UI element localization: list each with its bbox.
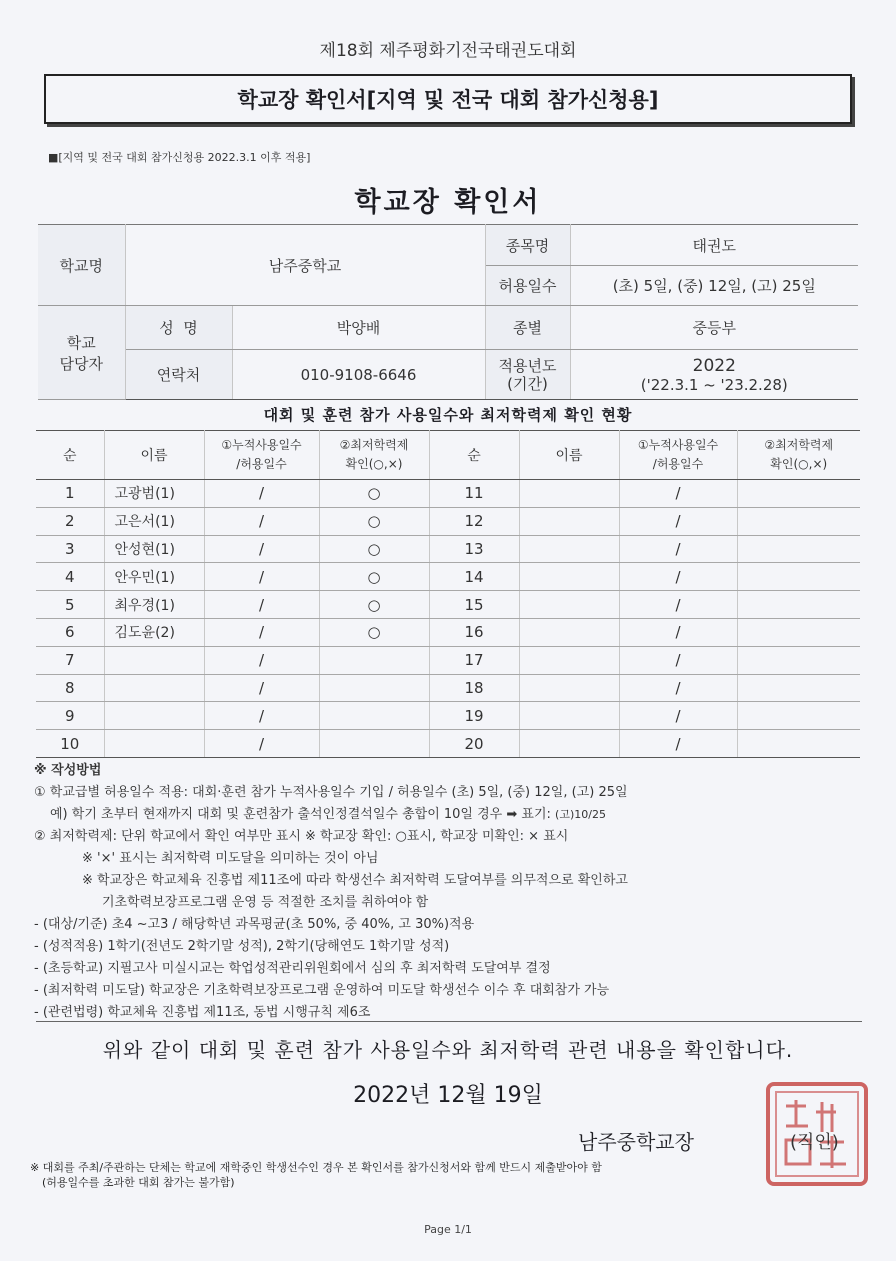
school-info-table: [38, 224, 858, 400]
footnote-line: ※ 대회를 주최/주관하는 단체는 학교에 재학중인 학생선수인 경우 본 확인서를 참가신청서와 함께 반드시 제출받아야 함: [30, 1161, 602, 1174]
instruction-line: - (관련법령) 학교체육 진흥법 제11조, 동법 시행규칙 제6조: [34, 1005, 371, 1020]
days-used: /: [619, 674, 737, 702]
grade-check-mark: ○: [319, 563, 429, 591]
grade-check-mark: ○: [319, 618, 429, 646]
form-title-box: 학교장 확인서[지역 및 전국 대회 참가신청용]: [44, 74, 852, 124]
student-name: 김도윤(2): [104, 618, 204, 646]
grade-check-mark: [737, 535, 860, 563]
instruction-example-value: (고)10/25: [555, 808, 606, 821]
instruction-line: 기초학력보장프로그램 운영 등 적절한 조치를 취하여야 함: [102, 895, 429, 910]
days-used: /: [204, 730, 319, 758]
grade-check-mark: ○: [319, 480, 429, 508]
instruction-line: - (대상/기준) 초4 ~고3 / 해당학년 과목평균(초 50%, 중 40%, 고 30%)적용: [34, 917, 475, 932]
year-label: 적용년도 (기간): [485, 350, 570, 400]
days-used: /: [204, 702, 319, 730]
writing-instructions: [34, 760, 864, 1024]
footnote-line: (허용일수를 초과한 대회 참가는 불가함): [42, 1176, 235, 1189]
days-used: /: [204, 618, 319, 646]
grade-check-mark: [737, 702, 860, 730]
row-number: 20: [429, 730, 519, 758]
days-used: /: [619, 563, 737, 591]
grade-check-mark: [319, 674, 429, 702]
column-header: ②최저학력제 확인(○,×): [319, 431, 429, 480]
student-name: [104, 730, 204, 758]
row-number: 15: [429, 591, 519, 619]
grade-check-mark: [737, 730, 860, 758]
table-row: [36, 507, 860, 535]
name-label: 성 명: [125, 306, 232, 350]
days-used: /: [204, 591, 319, 619]
document-title: 학교장 확인서: [354, 187, 542, 218]
row-number: 1: [36, 480, 104, 508]
student-name: [519, 591, 619, 619]
table-row: [36, 618, 860, 646]
days-used: /: [619, 480, 737, 508]
student-name: 최우경(1): [104, 591, 204, 619]
grade-check-mark: ○: [319, 507, 429, 535]
days-used: /: [619, 618, 737, 646]
instruction-line: - (초등학교) 지필고사 미실시교는 학업성적관리위원회에서 심의 후 최저학력 도달여부 결정: [34, 961, 551, 976]
instruction-example: 예) 학기 초부터 현재까지 대회 및 훈련참가 출석인정결석일수 총합이 10일 경우 ➡ 표기:: [50, 807, 556, 822]
student-name: [104, 702, 204, 730]
status-section-title: 대회 및 훈련 참가 사용일수와 최저학력제 확인 현황: [263, 406, 633, 424]
grade-check-mark: [319, 702, 429, 730]
students-table: [36, 430, 860, 758]
column-header: ①누적사용일수 /허용일수: [204, 431, 319, 480]
student-name: 고은서(1): [104, 507, 204, 535]
manager-name: 박양배: [232, 306, 485, 350]
confirmation-statement: 위와 같이 대회 및 훈련 참가 사용일수와 최저학력 관련 내용을 확인합니다.: [102, 1038, 794, 1062]
grade-check-mark: [737, 563, 860, 591]
days-used: /: [619, 702, 737, 730]
student-name: [519, 646, 619, 674]
days-used: /: [619, 507, 737, 535]
student-name: [519, 618, 619, 646]
row-number: 16: [429, 618, 519, 646]
student-name: [519, 563, 619, 591]
instruction-line: - (최저학력 미도달) 학교장은 기초학력보장프로그램 운영하여 미도달 학생선수 이수 후 대회참가 가능: [34, 983, 610, 998]
instruction-line: - (성적적용) 1학기(전년도 2학기말 성적), 2학기(당해연도 1학기말 성적): [34, 939, 450, 954]
row-number: 14: [429, 563, 519, 591]
row-number: 2: [36, 507, 104, 535]
students-table-body: [36, 480, 860, 758]
grade-check-mark: [737, 618, 860, 646]
event-title: 제18회 제주평화기전국태권도대회: [319, 41, 577, 61]
apply-year: 2022: [692, 355, 736, 376]
manager-label: 학교 담당자: [38, 306, 125, 400]
row-number: 13: [429, 535, 519, 563]
student-name: [104, 674, 204, 702]
students-table-header: [36, 431, 860, 480]
student-name: 안성현(1): [104, 535, 204, 563]
column-header: 순: [36, 431, 104, 480]
applicability-notice: ■[지역 및 전국 대회 참가신청용 2022.3.1 이후 적용]: [48, 151, 311, 164]
year-cell: [570, 350, 858, 400]
allowed-days-label: 허용일수: [485, 266, 570, 306]
seal-label: (직인): [790, 1132, 839, 1153]
days-used: /: [619, 535, 737, 563]
student-name: [519, 702, 619, 730]
table-row: [36, 730, 860, 758]
days-used: /: [619, 591, 737, 619]
apply-period: ('22.3.1 ~ '23.2.28): [640, 375, 788, 394]
instruction-line: [34, 804, 864, 826]
grade-check-mark: [319, 646, 429, 674]
student-name: [519, 480, 619, 508]
days-used: /: [204, 480, 319, 508]
student-name: [519, 507, 619, 535]
sport-label: 종목명: [485, 225, 570, 266]
principal-signature: 남주중학교장: [578, 1130, 694, 1154]
grade-check-mark: [737, 591, 860, 619]
category: 중등부: [570, 306, 858, 350]
column-header: ②최저학력제 확인(○,×): [737, 431, 860, 480]
student-name: [104, 646, 204, 674]
instruction-line: ② 최저학력제: 단위 학교에서 확인 여부만 표시 ※ 학교장 확인: ○표시, 학교장 미확인: × 표시: [34, 829, 569, 844]
instruction-line: ① 학교급별 허용일수 적용: 대회·훈련 참가 누적사용일수 기입 / 허용일수 (초) 5일, (중) 12일, (고) 25일: [34, 785, 628, 800]
table-row: [36, 646, 860, 674]
student-name: [519, 674, 619, 702]
row-number: 5: [36, 591, 104, 619]
days-used: /: [619, 730, 737, 758]
grade-check-mark: ○: [319, 535, 429, 563]
category-label: 종별: [485, 306, 570, 350]
column-header: 순: [429, 431, 519, 480]
student-name: 고광범(1): [104, 480, 204, 508]
sport-name: 태권도: [570, 225, 858, 266]
column-header: 이름: [519, 431, 619, 480]
student-name: [519, 535, 619, 563]
days-used: /: [204, 507, 319, 535]
table-row: [36, 702, 860, 730]
table-row: [36, 535, 860, 563]
row-number: 10: [36, 730, 104, 758]
instructions-title: ※ 작성방법: [34, 763, 102, 778]
table-row: [36, 591, 860, 619]
school-name-label: 학교명: [38, 225, 125, 306]
row-number: 17: [429, 646, 519, 674]
signature-date: 2022년 12월 19일: [353, 1083, 543, 1108]
row-number: 7: [36, 646, 104, 674]
row-number: 19: [429, 702, 519, 730]
table-row: [36, 480, 860, 508]
row-number: 11: [429, 480, 519, 508]
days-used: /: [204, 646, 319, 674]
student-name: 안우민(1): [104, 563, 204, 591]
instruction-line: ※ 학교장은 학교체육 진흥법 제11조에 따라 학생선수 최저학력 도달여부를 의무적으로 확인하고: [82, 873, 628, 888]
days-used: /: [619, 646, 737, 674]
days-used: /: [204, 535, 319, 563]
grade-check-mark: [737, 674, 860, 702]
row-number: 8: [36, 674, 104, 702]
column-header: 이름: [104, 431, 204, 480]
table-row: [36, 563, 860, 591]
contact-label: 연락처: [125, 350, 232, 400]
row-number: 9: [36, 702, 104, 730]
row-number: 12: [429, 507, 519, 535]
footnote: [30, 1160, 876, 1190]
student-name: [519, 730, 619, 758]
page-number: Page 1/1: [424, 1223, 472, 1236]
allowed-days: (초) 5일, (중) 12일, (고) 25일: [570, 266, 858, 306]
days-used: /: [204, 563, 319, 591]
days-used: /: [204, 674, 319, 702]
row-number: 18: [429, 674, 519, 702]
grade-check-mark: [737, 507, 860, 535]
row-number: 3: [36, 535, 104, 563]
grade-check-mark: [319, 730, 429, 758]
row-number: 4: [36, 563, 104, 591]
school-name: 남주중학교: [125, 225, 485, 306]
contact-number: 010-9108-6646: [232, 350, 485, 400]
grade-check-mark: [737, 480, 860, 508]
grade-check-mark: [737, 646, 860, 674]
row-number: 6: [36, 618, 104, 646]
divider: [36, 1021, 862, 1022]
instruction-line: ※ '×' 표시는 최저학력 미도달을 의미하는 것이 아님: [82, 851, 379, 866]
table-row: [36, 674, 860, 702]
column-header: ①누적사용일수 /허용일수: [619, 431, 737, 480]
grade-check-mark: ○: [319, 591, 429, 619]
